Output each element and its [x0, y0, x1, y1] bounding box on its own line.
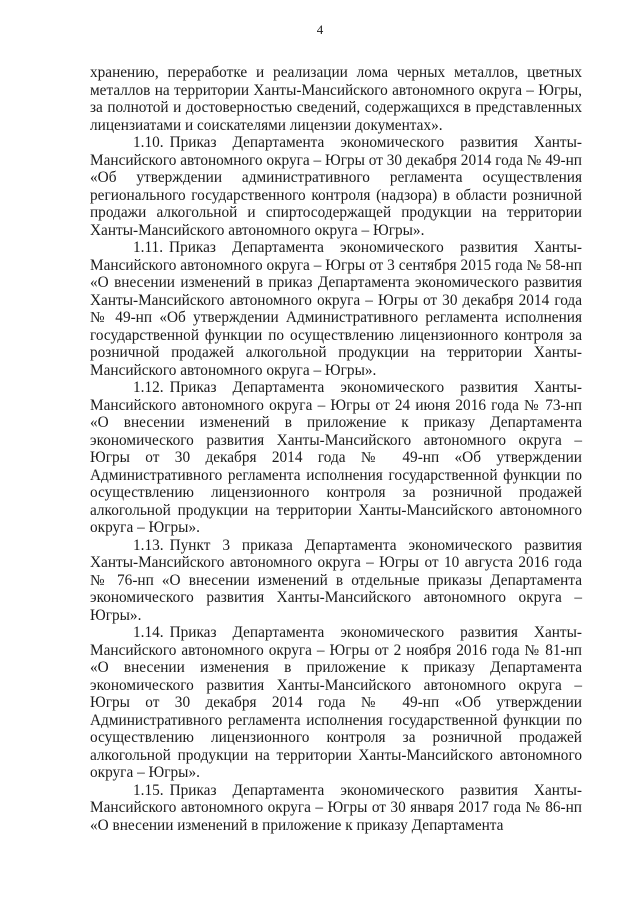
- list-item-1-15: [90, 782, 582, 835]
- item-text: Приказ Департамента экономического развития Ханты-Мансийского автономного округа – Югры от 3 сентября 2015 года № 58-нп «О внесении изменений в приказ Департамента экономического развития Ханты-Мансийского автономного округа – Югры от 30 декабря 2014 года № 49-нп «Об утверждении Административного регламента исполнения государственной функции по осуществлению лицензионного контроля за розничной продажей алкогольной продукции на территории Ханты-Мансийского автономного округа – Югры».: [90, 239, 582, 379]
- list-item-1-14: [90, 624, 582, 782]
- item-number: 1.12.: [133, 379, 164, 396]
- item-text: Пункт 3 приказа Департамента экономического развития Ханты-Мансийского автономного округа – Югры от 10 августа 2016 года № 76-нп «О внесении изменений в отдельные приказы Департамента экономического развития Ханты-Мансийского автономного округа – Югры».: [90, 536, 582, 624]
- list-item-1-10: [90, 134, 582, 239]
- list-item-1-11: [90, 239, 582, 379]
- continuation-paragraph: хранению, переработке и реализации лома черных металлов, цветных металлов на территории Ханты-Мансийского автономного округа – Югры, за полнотой и достоверностью сведений, содержащихся в представленных лицензиатами и соискателями лицензии документах».: [90, 64, 582, 134]
- item-number: 1.14.: [133, 624, 164, 641]
- item-number: 1.10.: [133, 134, 164, 151]
- item-text: Приказ Департамента экономического развития Ханты-Мансийского автономного округа – Югры от 30 января 2017 года № 86-нп «О внесении изменений в приложение к приказу Департамента: [90, 781, 582, 834]
- list-item-1-12: [90, 379, 582, 537]
- list-item-1-13: [90, 537, 582, 625]
- item-text: Приказ Департамента экономического развития Ханты-Мансийского автономного округа – Югры от 24 июня 2016 года № 73-нп «О внесении изменений в приложение к приказу Департамента экономического развития Ханты-Мансийского автономного округа – Югры от 30 декабря 2014 года № 49-нп «Об утверждении Административного регламента исполнения государственной функции по осуществлению лицензионного контроля за розничной продажей алкогольной продукции на территории Ханты-Мансийского автономного округа – Югры».: [90, 379, 582, 536]
- item-number: 1.11.: [133, 239, 164, 256]
- item-number: 1.15.: [133, 781, 164, 799]
- page-number: 4: [316, 22, 324, 37]
- item-text: Приказ Департамента экономического развития Ханты-Мансийского автономного округа – Югры от 2 ноября 2016 года № 81-нп «О внесении изменения в приложение к приказу Департамента экономического развития Ханты-Мансийского автономного округа – Югры от 30 декабря 2014 года № 49-нп «Об утверждении Административного регламента исполнения государственной функции по осуществлению лицензионного контроля за розничной продажей алкогольной продукции на территории Ханты-Мансийского автономного округа – Югры».: [90, 624, 582, 781]
- document-body: [90, 64, 582, 834]
- item-number: 1.13.: [133, 536, 164, 554]
- item-text: Приказ Департамента экономического развития Ханты-Мансийского автономного округа – Югры от 30 декабря 2014 года № 49-нп «Об утверждении административного регламента осуществления регионального государственного контроля (надзора) в области розничной продажи алкогольной и спиртосодержащей продукции на территории Ханты-Мансийского автономного округа – Югры».: [90, 134, 582, 239]
